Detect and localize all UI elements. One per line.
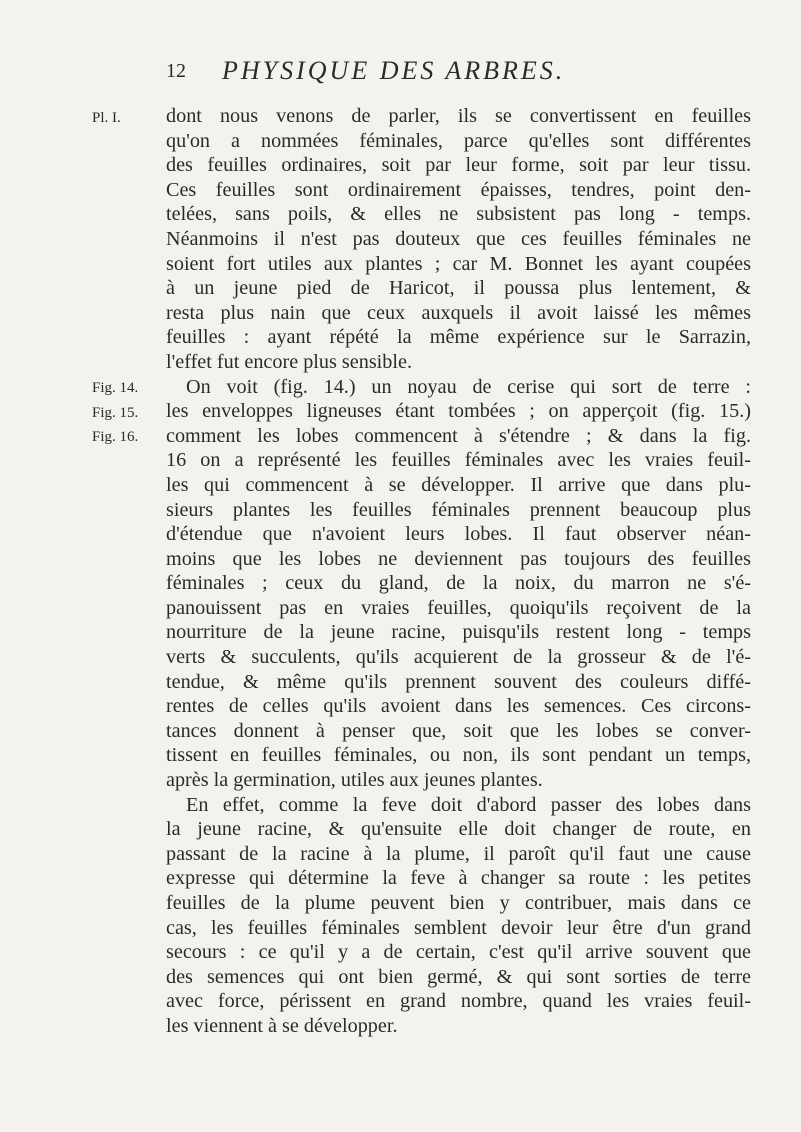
text-line: les enveloppes ligneuses étant tombées ; on apperçoit (fig. 15.) xyxy=(166,400,751,423)
text-line: nourriture de la jeune racine, puisqu'ils restent long - temps xyxy=(166,621,751,644)
text-line: féminales ; ceux du gland, de la noix, du marron ne s'é- xyxy=(166,572,751,595)
text-line: On voit (fig. 14.) un noyau de cerise qui sort de terre : xyxy=(186,375,751,398)
text-line: feuilles : ayant répété la même expérience sur le Sarrazin, xyxy=(166,326,751,349)
text-line: les qui commencent à se développer. Il arrive que dans plu- xyxy=(166,473,751,496)
margin-note-fig-16: Fig. 16. xyxy=(92,429,139,445)
text-line: passant de la racine à la plume, il paroît qu'il faut une cause xyxy=(166,842,751,865)
page-header xyxy=(166,56,756,88)
text-line: comment les lobes commencent à s'étendre ; & dans la fig. xyxy=(166,424,751,447)
text-line: expresse qui détermine la feve à changer sa route : les petites xyxy=(166,867,751,890)
text-line: feuilles de la plume peuvent bien y contribuer, mais dans ce xyxy=(166,892,751,914)
text-line: les viennent à se développer. xyxy=(166,1014,398,1037)
body-text xyxy=(166,104,751,1039)
text-line: soient fort utiles aux plantes ; car M. Bonnet les ayant coupées xyxy=(166,252,751,275)
text-line: rentes de celles qu'ils avoient dans les semences. Ces circons- xyxy=(166,695,751,718)
text-line: tissent en feuilles féminales, ou non, ils sont pendant un temps, xyxy=(166,744,751,767)
text-line: dont nous venons de parler, ils se convertissent en feuilles xyxy=(166,105,751,127)
text-line: moins que les lobes ne deviennent pas toujours des feuilles xyxy=(166,547,751,570)
text-line: à un jeune pied de Haricot, il poussa plus lentement, & xyxy=(166,277,751,300)
text-line: d'étendue que n'avoient leurs lobes. Il faut observer néan- xyxy=(166,523,751,546)
text-line: resta plus nain que ceux auxquels il avoit laissé les mêmes xyxy=(166,301,751,324)
text-line: cas, les feuilles féminales semblent devoir leur être d'un grand xyxy=(166,916,751,939)
text-line: des feuilles ordinaires, soit par leur forme, soit par leur tissu. xyxy=(166,154,751,177)
text-line: sieurs plantes les feuilles féminales prennent beaucoup plus xyxy=(166,498,751,521)
text-line: l'effet fut encore plus sensible. xyxy=(166,350,412,373)
text-line: panouissent pas en vraies feuilles, quoiqu'ils reçoivent de la xyxy=(166,596,751,619)
text-line: Ces feuilles sont ordinairement épaisses, tendres, point den- xyxy=(166,178,751,201)
text-line: telées, sans poils, & elles ne subsistent pas long - temps. xyxy=(166,203,751,226)
text-line: secours : ce qu'il y a de certain, c'est qu'il arrive souvent que xyxy=(166,941,751,964)
text-line: Néanmoins il n'est pas douteux que ces feuilles féminales ne xyxy=(166,227,751,250)
page-number: 12 xyxy=(166,60,186,82)
text-line: la jeune racine, & qu'ensuite elle doit changer de route, en xyxy=(166,818,751,841)
text-line: avec force, périssent en grand nombre, quand les vraies feuil- xyxy=(166,990,751,1013)
text-line: après la germination, utiles aux jeunes plantes. xyxy=(166,769,543,792)
margin-note-fig-14: Fig. 14. xyxy=(92,380,139,396)
margin-note-fig-15: Fig. 15. xyxy=(92,405,139,421)
text-line: des semences qui ont bien germé, & qui sont sorties de terre xyxy=(166,965,751,988)
text-line: En effet, comme la feve doit d'abord passer des lobes dans xyxy=(186,793,751,816)
margin-note-plate: Pl. I. xyxy=(92,110,121,126)
text-line: 16 on a représenté les feuilles féminales avec les vraies feuil- xyxy=(166,449,751,472)
text-line: verts & succulents, qu'ils acquierent de la grosseur & de l'é- xyxy=(166,646,751,669)
running-title: PHYSIQUE DES ARBRES. xyxy=(222,56,566,85)
text-line: tances donnent à penser que, soit que les lobes se conver- xyxy=(166,719,751,742)
text-line: qu'on a nommées féminales, parce qu'elles sont différentes xyxy=(166,129,751,152)
text-line: tendue, & même qu'ils prennent souvent des couleurs diffé- xyxy=(166,670,751,693)
